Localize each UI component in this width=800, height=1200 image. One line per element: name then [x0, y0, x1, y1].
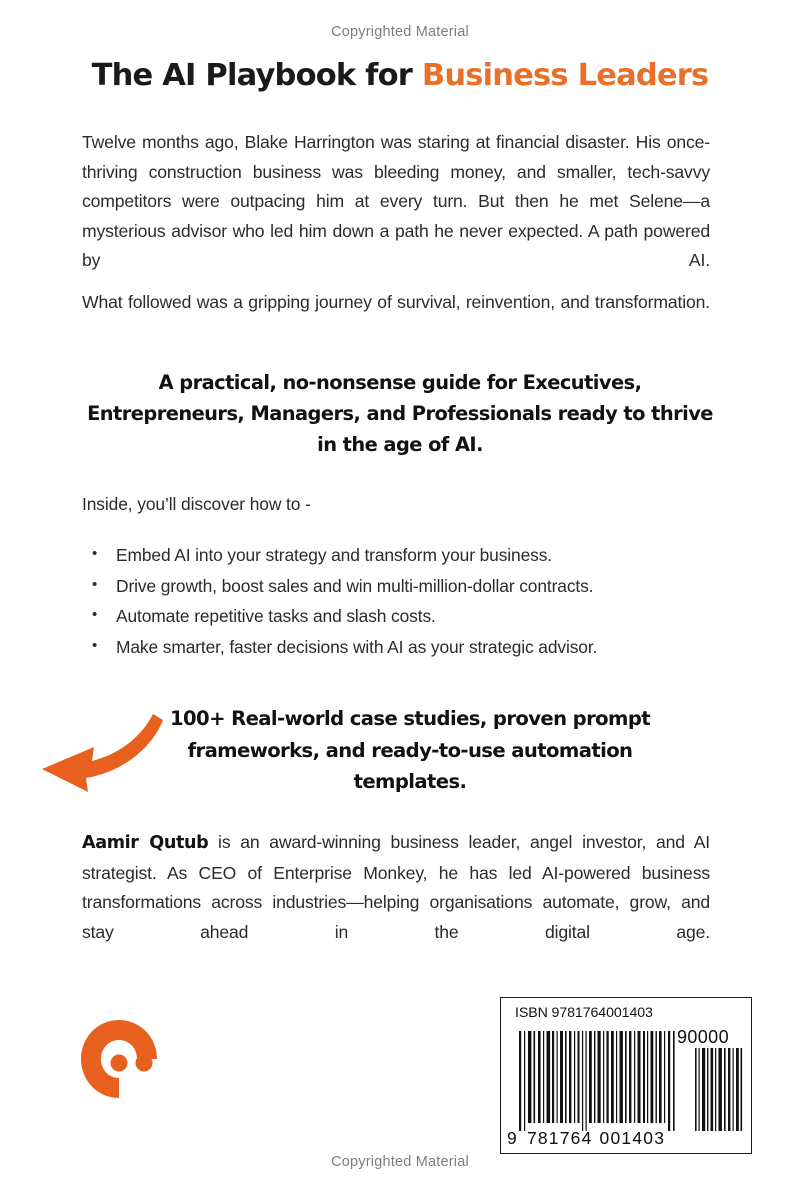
- callout-text: 100+ Real-world case studies, proven prompt frameworks, and ready-to-use automation templates.: [169, 707, 651, 793]
- barcode-bars-addon: [694, 1048, 744, 1131]
- benefits-list: [88, 540, 718, 662]
- page-title-accent: Business Leaders: [421, 58, 709, 93]
- audience-pitch: A practical, no-nonsense guide for Executives, Entrepreneurs, Managers, and Professionals ready to thrive in the age of AI.: [87, 371, 713, 456]
- inside-lead-in: Inside, you’ll discover how to -: [82, 494, 311, 514]
- author-bio: [82, 828, 710, 977]
- barcode-group-1: 781764: [526, 1128, 593, 1148]
- publisher-logo-icon: [76, 1016, 162, 1102]
- page-title: [60, 58, 740, 93]
- barcode-bars-main: [517, 1031, 677, 1131]
- copyright-notice-bottom: Copyrighted Material: [331, 1154, 469, 1170]
- list-item: • Embed AI into your strategy and transform your business.: [88, 540, 718, 571]
- copyright-notice-top: Copyrighted Material: [331, 24, 469, 40]
- list-item: • Drive growth, boost sales and win multi-million-dollar contracts.: [88, 571, 718, 602]
- followed-paragraph: What followed was a gripping journey of survival, reinvention, and transformation.: [82, 292, 710, 312]
- author-name: Aamir Qutub: [82, 833, 209, 853]
- isbn-barcode: [500, 997, 752, 1154]
- page-title-main: The AI Playbook for: [91, 58, 422, 93]
- list-item: • Automate repetitive tasks and slash costs.: [88, 601, 718, 632]
- barcode-digits: [507, 1128, 687, 1149]
- list-item: • Make smarter, faster decisions with AI as your strategic advisor.: [88, 632, 718, 663]
- barcode-group-2: 001403: [599, 1128, 666, 1148]
- barcode-lead-digit: 9: [507, 1128, 518, 1148]
- author-bio-text: is an award-winning business leader, angel investor, and AI strategist. As CEO of Enterprise Monkey, he has led AI-powered business transformations across industries—helping organisations automate, grow, and stay ahead in the digital age.: [82, 832, 711, 942]
- story-paragraph: Twelve months ago, Blake Harrington was staring at financial disaster. His once-thriving construction business was bleeding money, and smaller, tech-savvy competitors were outpacing him at every turn. But then he met Selene—a mysterious advisor who led him down a path he never expected. A path powered by AI.: [82, 132, 710, 271]
- isbn-label: ISBN 9781764001403: [515, 1005, 653, 1021]
- barcode-addon-label: 90000: [676, 1027, 729, 1047]
